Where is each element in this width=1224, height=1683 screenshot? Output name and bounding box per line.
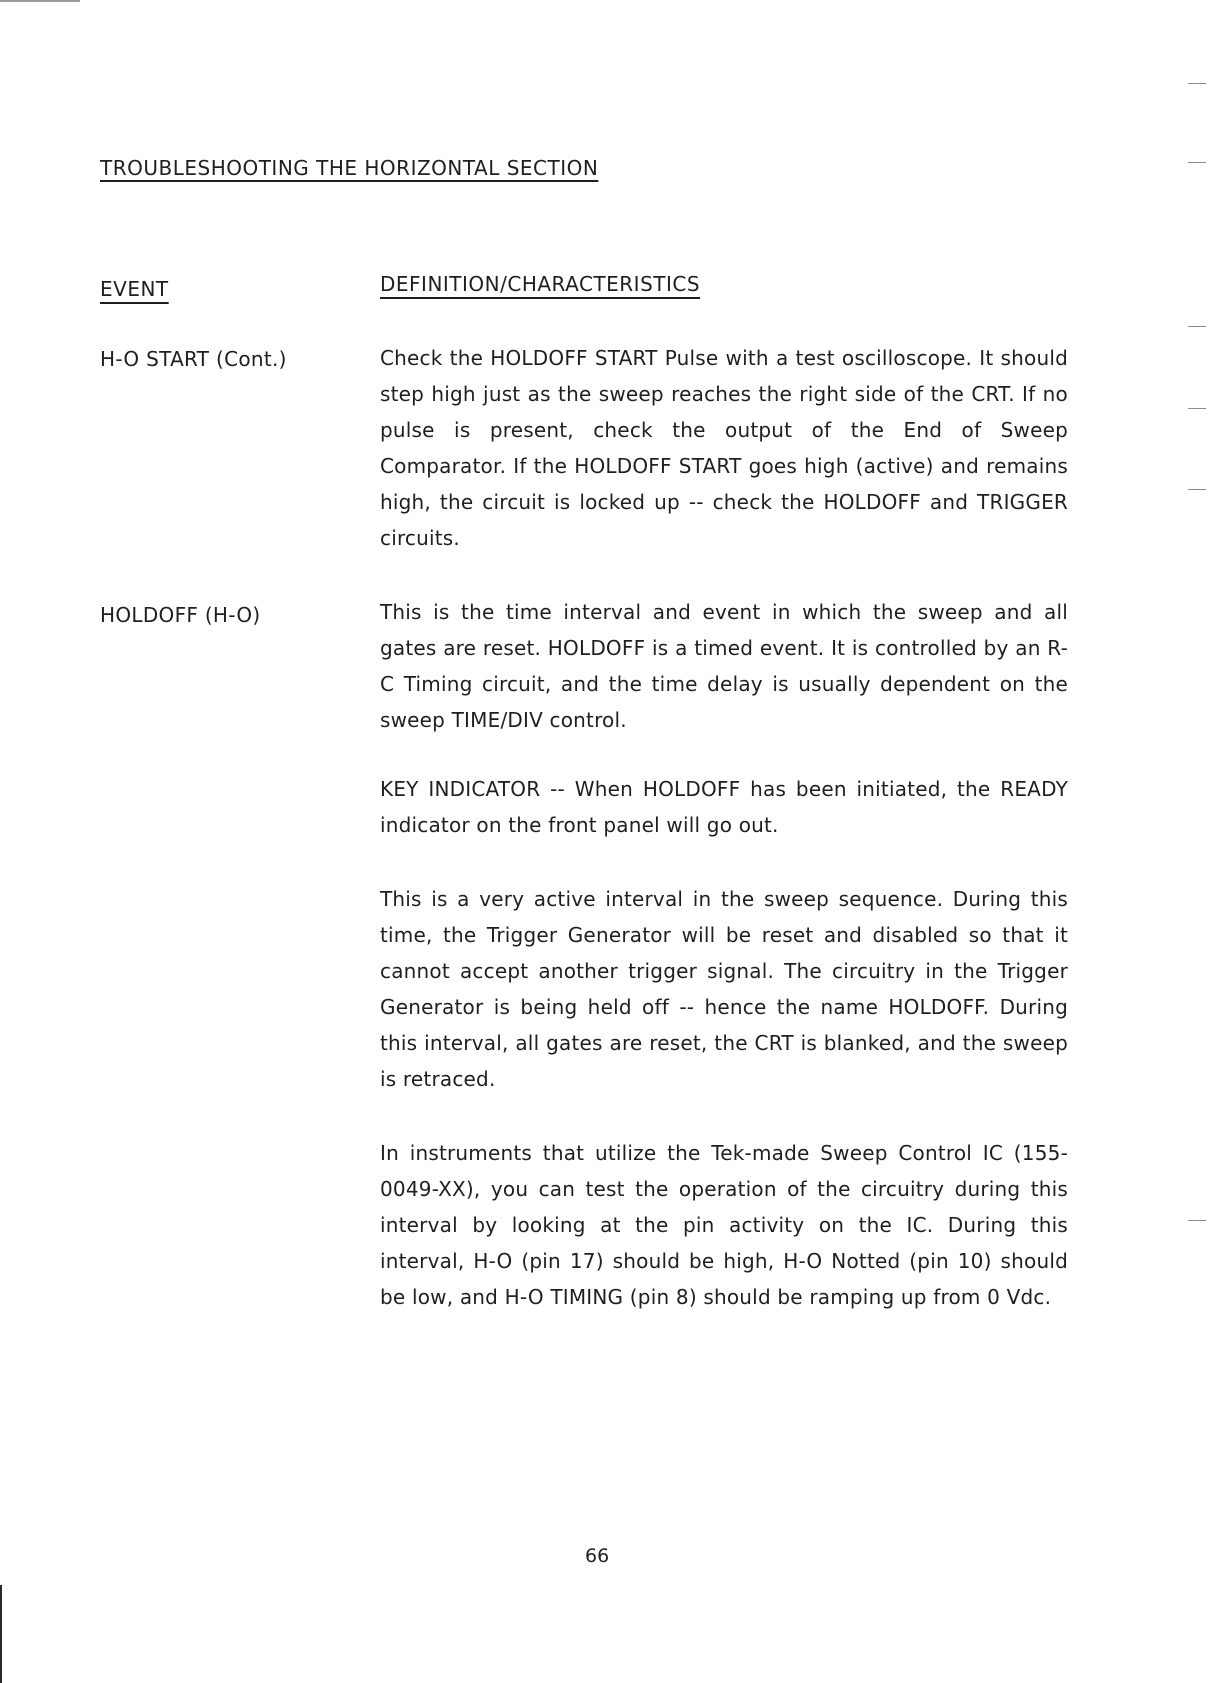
page-number: 66 [585, 1545, 610, 1567]
section-heading: TROUBLESHOOTING THE HORIZONTAL SECTION [100, 156, 599, 180]
definition-paragraph: In instruments that utilize the Tek-made Sweep Control IC (155-0049-XX), you can test the operation of the circuitry during this interval by looking at the pin activity on the IC. During this interval, H-O (pin 17) should be high, H-O Notted (pin 10) should be low, and H-O TIMING (pin 8) should be ramping up from 0 Vdc. [380, 1141, 1068, 1309]
scan-edge-mark [1188, 489, 1206, 490]
event-label-ho-start: H-O START (Cont.) [100, 347, 287, 371]
scan-edge-mark [1188, 1220, 1206, 1221]
scan-edge-mark [0, 0, 80, 2]
key-indicator-paragraph: KEY INDICATOR -- When HOLDOFF has been initiated, the READY indicator on the front panel will go out. [380, 777, 1068, 837]
scan-edge-mark [0, 1585, 2, 1683]
definition-paragraph: This is the time interval and event in which the sweep and all gates are reset. HOLDOFF is a timed event. It is controlled by an R-C Timing circuit, and the time delay is usually dependent on the sweep TIME/DIV control. [380, 600, 1068, 732]
scan-edge-mark [1188, 326, 1206, 327]
scan-edge-mark [1188, 162, 1206, 163]
definition-column-header: DEFINITION/CHARACTERISTICS [380, 272, 701, 296]
definition-paragraph: This is a very active interval in the sweep sequence. During this time, the Trigger Generator will be reset and disabled so that it cannot accept another trigger signal. The circuitry in the Trigger Generator is being held off -- hence the name HOLDOFF. During this interval, all gates are reset, the CRT is blanked, and the sweep is retraced. [380, 887, 1068, 1091]
scan-edge-mark [1188, 83, 1206, 84]
event-column-header: EVENT [100, 277, 169, 301]
event-label-holdoff: HOLDOFF (H-O) [100, 603, 261, 627]
scan-edge-mark [1188, 408, 1206, 409]
definition-paragraph: Check the HOLDOFF START Pulse with a test oscilloscope. It should step high just as the sweep reaches the right side of the CRT. If no pulse is present, check the output of the End of Sweep Comparator. If the HOLDOFF START goes high (active) and remains high, the circuit is locked up -- check the HOLDOFF and TRIGGER circuits. [380, 346, 1068, 550]
